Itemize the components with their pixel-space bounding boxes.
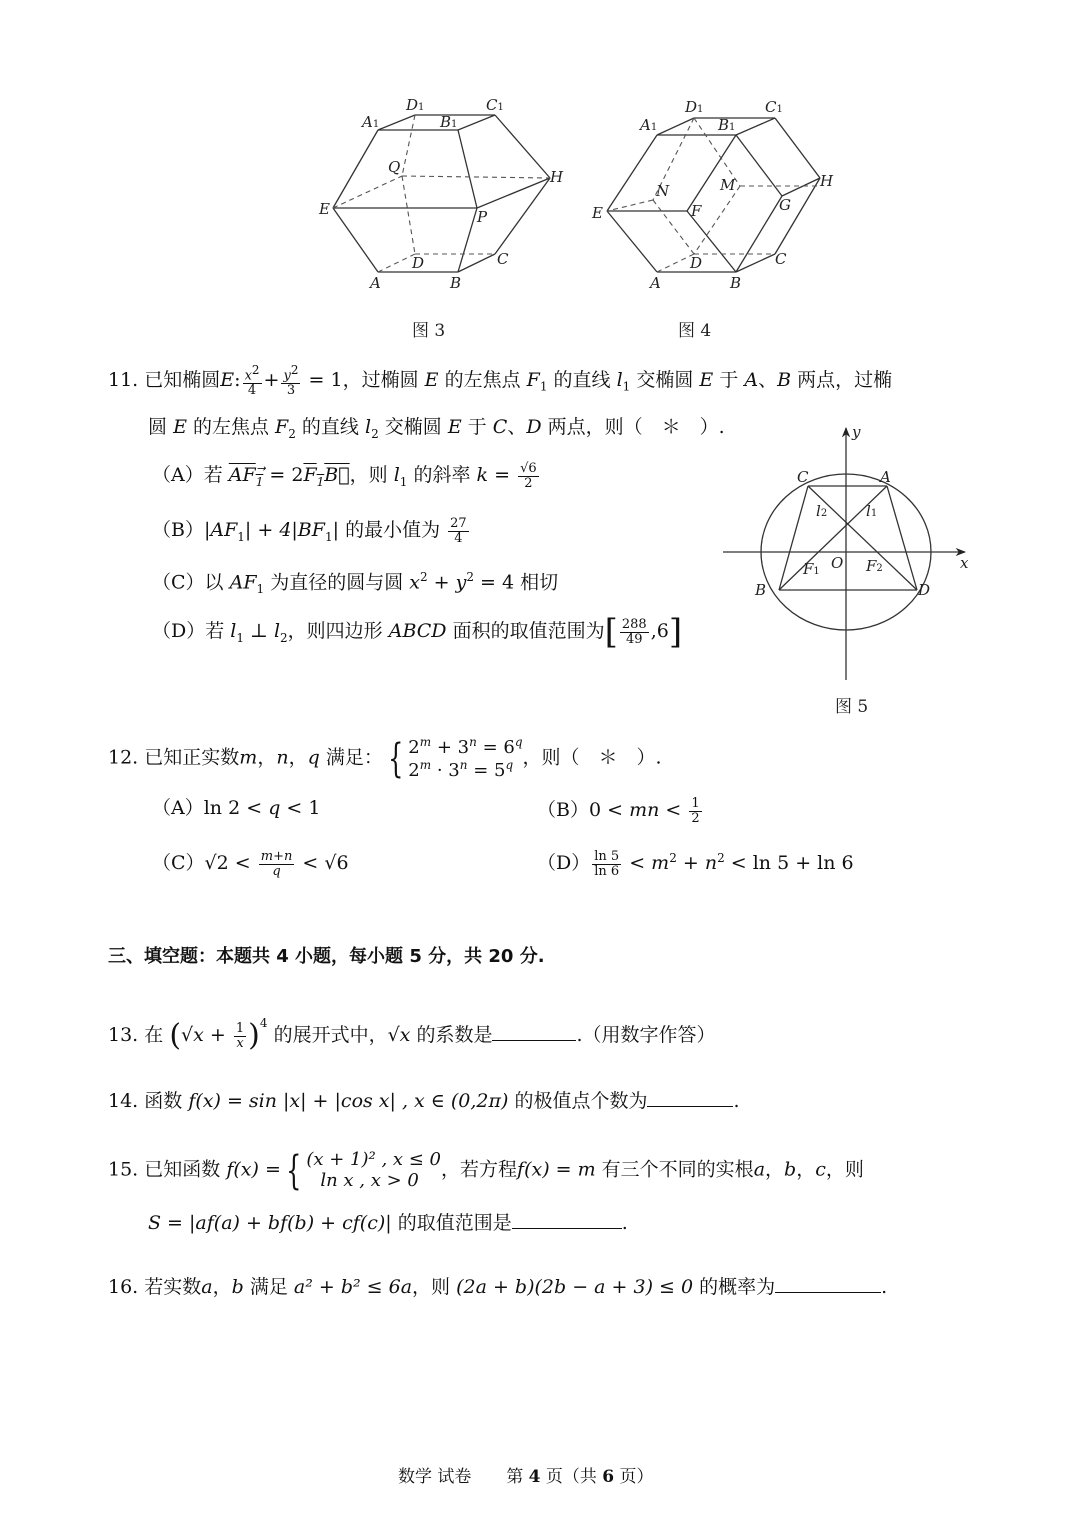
label-c1: C1 <box>765 98 783 116</box>
text: 相切 <box>520 571 559 594</box>
text: 的最小值为 <box>345 519 441 542</box>
question-12-option-d <box>537 850 854 878</box>
text: 满足 <box>249 1276 288 1298</box>
fraction: $\frac{1}{2}$ <box>691 796 700 826</box>
math: D <box>526 416 542 438</box>
label-b: B <box>730 274 742 292</box>
text: 的左焦点 <box>192 416 269 438</box>
math: b <box>784 1158 797 1181</box>
label-a: A <box>880 468 891 486</box>
label-a1: A1 <box>362 113 380 131</box>
question-15-line-2 <box>148 1210 628 1235</box>
label-l1: l1 <box>866 502 878 520</box>
math: A <box>744 368 759 391</box>
math: 2 <box>669 850 677 865</box>
math: q <box>268 797 281 819</box>
question-number: 11. <box>108 368 139 391</box>
math: 2 <box>717 850 725 865</box>
label-a1: A1 <box>640 116 658 134</box>
math: AF <box>229 571 257 594</box>
answer-blank[interactable] <box>775 1274 881 1293</box>
text: 圆 <box>148 416 168 438</box>
text: 的系数是 <box>416 1024 493 1046</box>
label-b1: B1 <box>440 113 458 131</box>
answer-blank[interactable] <box>492 1022 576 1041</box>
math: 1 <box>399 474 408 489</box>
text: 、 <box>507 416 527 438</box>
text: 在 <box>144 1024 164 1046</box>
footer-total-pages: 6 <box>602 1467 615 1487</box>
label-f1: F1 <box>803 560 820 578</box>
question-16 <box>108 1274 887 1299</box>
label-x: x <box>960 554 969 572</box>
figure-3-polyhedron <box>310 88 570 303</box>
text: 两点，则（ ＊ ）. <box>547 416 725 438</box>
math: ln 2 < <box>203 797 269 819</box>
option-label: （A）若 <box>152 464 223 487</box>
math: f(x) = <box>226 1158 281 1181</box>
math: mn <box>629 799 660 822</box>
math: √2 < <box>204 852 257 875</box>
math: n <box>276 746 289 769</box>
option-label: （B） <box>537 799 589 822</box>
text: 交椭圆 <box>384 416 442 438</box>
question-number: 14. <box>108 1090 139 1112</box>
math: | <box>332 519 340 542</box>
text: ， <box>796 1158 816 1181</box>
text: 有三个不同的实根 <box>601 1158 754 1181</box>
math: E <box>699 368 714 391</box>
text: 于 <box>719 368 739 391</box>
figure-4-caption: 图 4 <box>678 321 712 341</box>
figure-5-ellipse <box>718 420 980 682</box>
label-c1: C1 <box>486 96 504 114</box>
fraction: $\frac{288}{49}$ <box>621 616 647 647</box>
math: = 1 <box>308 368 343 391</box>
math: √x <box>181 1024 204 1046</box>
math: a <box>201 1276 213 1298</box>
math: < ln 5 + ln 6 <box>724 852 854 875</box>
footer-text: 页（共 <box>545 1467 597 1487</box>
math: 2 <box>419 570 428 584</box>
text: 已知正实数 <box>144 746 240 769</box>
text: 已知函数 <box>144 1158 221 1181</box>
math: E <box>424 368 439 391</box>
math: E <box>447 416 462 438</box>
math: 2 <box>371 426 379 441</box>
piecewise-function: { (x + 1)² , x ≤ 0 ln x , x > 0 <box>285 1147 442 1194</box>
math: B <box>777 368 792 391</box>
math: 2 <box>466 570 474 584</box>
equation-system: { $2^m + 3^n = 6^q$ $2^m \cdot 3^n = 5^q$ <box>387 735 523 782</box>
math: √x <box>387 1024 411 1046</box>
label-b: B <box>450 274 462 292</box>
left-bracket: [ <box>604 612 618 652</box>
label-g: G <box>779 196 791 214</box>
math: ,6 <box>650 620 669 642</box>
label-d: D <box>690 254 703 272</box>
text: ， <box>288 746 308 769</box>
label-a: A <box>650 274 661 292</box>
math: = 4 <box>473 571 515 594</box>
fraction-x2-4: $\frac{x^2}{4}$ <box>244 363 260 398</box>
math-vector: $F_1B$ <box>303 464 350 489</box>
right-bracket: ] <box>668 612 683 652</box>
label-f: F <box>691 202 702 220</box>
footer-subject: 数学 试卷 <box>398 1467 472 1487</box>
figure-4-polyhedron <box>588 88 850 303</box>
text: 的直线 <box>553 368 611 391</box>
text: . <box>881 1276 888 1298</box>
text: 、 <box>758 368 778 391</box>
label-d: D <box>412 254 425 272</box>
text: ， <box>212 1276 232 1298</box>
question-12-option-a <box>152 797 320 820</box>
option-label: （C） <box>152 852 205 875</box>
question-number: 15. <box>108 1158 139 1181</box>
option-label: （D）若 <box>152 620 225 642</box>
footer-page-number: 4 <box>528 1467 541 1487</box>
exponent: 4 <box>259 1016 268 1030</box>
math: E <box>220 368 235 391</box>
text: ， <box>765 1158 785 1181</box>
text: 满足： <box>325 746 383 769</box>
math: b <box>231 1276 244 1298</box>
math: 1 <box>324 529 333 544</box>
math: | + 4|BF <box>244 519 325 542</box>
text: ，则 <box>412 1276 451 1298</box>
math: 1 <box>237 529 245 544</box>
text: 两点，过椭 <box>797 368 893 391</box>
math: 1 <box>256 582 265 597</box>
math: n <box>704 852 718 875</box>
math: m <box>651 852 670 875</box>
page-footer <box>398 1462 654 1487</box>
label-c: C <box>797 468 809 486</box>
label-d1: D1 <box>406 96 425 114</box>
question-number: 13. <box>108 1024 139 1046</box>
math: k <box>476 464 489 487</box>
text: ，则四边形 <box>287 620 383 642</box>
math: |AF <box>203 519 238 542</box>
text: 为直径的圆与圆 <box>270 571 404 594</box>
math: < √6 <box>296 852 349 875</box>
math: C <box>492 416 508 438</box>
text: ，过椭圆 <box>342 368 419 391</box>
math: m <box>239 746 258 769</box>
math: < <box>623 852 652 875</box>
text: 的概率为 <box>699 1276 776 1298</box>
text: ， <box>257 746 277 769</box>
question-number: 12. <box>108 746 139 769</box>
math: ABCD <box>388 620 447 642</box>
math: 2 <box>280 630 288 645</box>
math: a <box>753 1158 766 1181</box>
math: f(x) = sin |x| + |cos x| , x ∈ (0,2π) <box>188 1090 509 1112</box>
label-n: N <box>656 182 670 200</box>
math: ⊥ <box>244 620 274 642</box>
answer-blank[interactable] <box>647 1088 733 1107</box>
math: 2 <box>288 426 296 441</box>
math: + <box>263 368 280 391</box>
math: = 2 <box>269 464 304 487</box>
math: l <box>364 416 372 438</box>
math: l <box>230 620 237 642</box>
label-e: E <box>592 204 603 222</box>
figure-5-caption: 图 5 <box>835 697 869 717</box>
question-13: 13. 在 (√x + $\frac{1}{x}$ )$^4$ 的展开式中，√x 的系数是 .（用数字作答） <box>108 1016 716 1053</box>
math: y <box>455 571 467 594</box>
text: 若实数 <box>144 1276 202 1298</box>
question-11-option-b <box>152 517 471 545</box>
text: 函数 <box>144 1090 183 1112</box>
math: S = |af(a) + bf(b) + cf(c)| <box>148 1212 392 1234</box>
math-vector: $AF_1$ <box>228 464 264 489</box>
math: c <box>815 1158 826 1181</box>
text: 的极值点个数为 <box>514 1090 648 1112</box>
footer-text: 页） <box>619 1467 654 1487</box>
text: 的取值范围是 <box>397 1212 512 1234</box>
label-l2: l2 <box>816 502 828 520</box>
text: 的左焦点 <box>444 368 521 391</box>
option-label: （A） <box>152 797 204 819</box>
math: F <box>275 416 289 438</box>
label-f2: F2 <box>866 557 883 575</box>
math: l <box>393 464 400 487</box>
label-m: M <box>720 176 736 194</box>
fraction: $\frac{27}{4}$ <box>450 516 467 546</box>
text: 的斜率 <box>413 464 471 487</box>
fraction: $\frac{1}{x}$ <box>235 1020 245 1051</box>
question-12-option-b <box>537 797 704 825</box>
text: ，则（ ＊ ）. <box>522 746 662 769</box>
label-y: y <box>852 423 861 441</box>
question-11-option-c <box>152 570 558 597</box>
option-label: （B） <box>152 519 204 542</box>
math: l <box>616 368 623 391</box>
math: = <box>494 464 511 487</box>
math: F <box>526 368 540 391</box>
figure-3-caption: 图 3 <box>412 321 446 341</box>
option-label: （C）以 <box>152 571 224 594</box>
math: a² + b² ≤ 6a <box>293 1276 413 1298</box>
option-label: （D） <box>537 852 591 875</box>
label-h: H <box>550 168 564 186</box>
math: 0 < <box>588 799 630 822</box>
label-b: B <box>755 581 767 599</box>
fraction: $\frac{\ln 5}{\ln 6}$ <box>594 849 620 879</box>
label-e: E <box>319 200 330 218</box>
text: . <box>733 1090 740 1112</box>
label-c: C <box>775 250 787 268</box>
text: 于 <box>467 416 487 438</box>
text: . <box>621 1212 628 1234</box>
label-d1: D1 <box>685 98 704 116</box>
question-14 <box>108 1088 740 1113</box>
answer-blank[interactable] <box>512 1210 622 1229</box>
fraction-y2-3: $\frac{y^2}{3}$ <box>283 363 299 398</box>
math: 1 <box>622 379 631 394</box>
math: E <box>173 416 187 438</box>
math: 1 <box>236 630 244 645</box>
math: 1 <box>539 379 548 394</box>
label-d: D <box>918 581 931 599</box>
text: ，若方程 <box>441 1158 518 1181</box>
question-12-option-c <box>152 850 349 878</box>
label-q: Q <box>388 158 401 176</box>
label-c: C <box>497 250 509 268</box>
text: 的直线 <box>301 416 359 438</box>
label-h: H <box>820 172 834 190</box>
math: (2a + b)(2b − a + 3) ≤ 0 <box>456 1276 694 1298</box>
text: ，则 <box>349 464 388 487</box>
math: q <box>307 746 320 769</box>
text: 的展开式中， <box>273 1024 388 1046</box>
question-12-stem <box>108 736 662 781</box>
math: f(x) = m <box>517 1158 596 1181</box>
question-11-line-1 <box>108 364 892 398</box>
math: l <box>273 620 281 642</box>
label-p: P <box>477 208 488 226</box>
text: 已知椭圆 <box>144 368 221 391</box>
question-11-line-2 <box>148 416 725 441</box>
question-15-line-1 <box>108 1147 864 1194</box>
math: : <box>234 368 241 391</box>
math: < 1 <box>280 797 321 819</box>
question-11-option-d <box>152 612 683 652</box>
math: x <box>409 571 420 594</box>
footer-text: 第 <box>506 1467 524 1487</box>
fraction: $\frac{m+n}{q}$ <box>260 849 293 879</box>
label-o: O <box>831 554 844 572</box>
label-a: A <box>370 274 381 292</box>
question-number: 16. <box>108 1276 139 1298</box>
math: + <box>676 852 705 875</box>
fraction: $\frac{√6}{2}$ <box>520 461 537 491</box>
question-11-option-a <box>152 462 541 490</box>
text: ，则 <box>825 1158 864 1181</box>
math: + <box>203 1024 232 1046</box>
math: + <box>427 571 456 594</box>
math: < <box>659 799 688 822</box>
label-b1: B1 <box>718 116 736 134</box>
text: 交椭圆 <box>636 368 694 391</box>
text: .（用数字作答） <box>576 1024 716 1046</box>
text: 面积的取值范围为 <box>452 620 605 642</box>
section-heading: 三、填空题：本题共 4 小题，每小题 5 分，共 20 分. <box>108 946 545 967</box>
